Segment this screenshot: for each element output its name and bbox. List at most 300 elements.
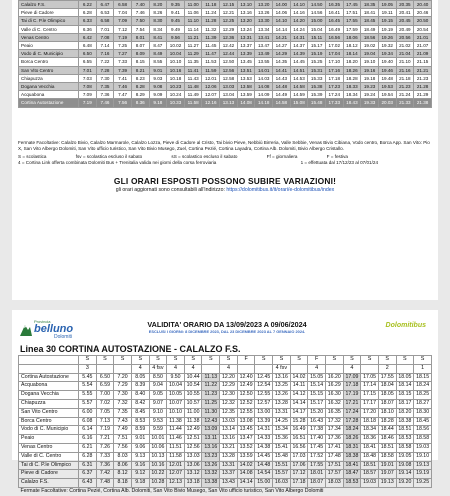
time-cell: 13.59 [237,91,255,99]
upper-notes [18,140,432,166]
time-cell: 14.14 [290,399,308,408]
time-cell: 18.28 [378,417,396,426]
time-cell: 13.53 [237,74,255,82]
time-cell: 17.40 [308,435,326,444]
time-cell: 16.49 [290,426,308,435]
stop-name: Vodo di C. Municipio [19,426,79,435]
time-cell: 7.54 [131,25,149,33]
time-cell: 13.39 [237,50,255,58]
header-days-row [19,356,432,365]
time-cell: 11.13 [202,373,220,382]
time-cell: 18.20 [396,408,414,417]
stop-name: Peaio [19,435,79,444]
time-cell: 13.26 [255,9,273,17]
day-type-cell: S [220,356,238,365]
time-cell: 19.08 [396,461,414,470]
time-cell: 7.16 [96,50,114,58]
time-cell: 15.17 [308,42,326,50]
variation-warning: GLI ORARI ESPOSTI POSSONO SUBIRE VARIAZIONI! [113,176,337,186]
time-cell: 19.20 [396,479,414,488]
time-cell: 9.59 [149,426,167,435]
time-cell: 18.38 [343,452,361,461]
time-cell: 18.04 [378,382,396,391]
logo-brand-text: belluno [34,323,74,335]
time-cell: 7.32 [114,399,132,408]
time-cell: 7.19 [96,426,114,435]
time-cell: 10.28 [149,479,167,488]
time-cell: 18.20 [343,58,361,66]
time-cell: 14.48 [255,461,273,470]
time-cell: 12.49 [184,426,202,435]
table-row [19,25,432,33]
time-cell: 13.30 [255,17,273,25]
time-cell: 14.58 [290,83,308,91]
time-cell: 8.53 [131,417,149,426]
legend-item: F = festiva [326,153,348,159]
time-cell: 11.29 [184,50,202,58]
time-cell: 11.00 [184,1,202,9]
time-cell: 14.33 [255,435,273,444]
time-cell: 14.53 [290,74,308,82]
time-cell: 8.07 [131,42,149,50]
time-cell: 18.14 [343,50,361,58]
time-cell: 12.43 [202,417,220,426]
time-cell: 6.43 [79,479,97,488]
time-cell: 17.24 [325,91,343,99]
time-cell: 12.54 [255,382,273,391]
time-cell: 13.45 [237,58,255,66]
time-cell: 11.39 [202,33,220,41]
upper-timetable-grid [18,0,432,108]
time-cell: 9.41 [167,9,185,17]
time-cell: 8.47 [149,42,167,50]
lower-timetable [18,355,432,496]
time-cell: 15.25 [308,58,326,66]
table-row [19,452,432,461]
time-cell: 11.46 [167,435,185,444]
time-cell: 14.17 [290,408,308,417]
day-type-cell: S [343,356,361,365]
time-cell: 13.08 [237,417,255,426]
operator-logo: Dolomitibus [385,322,426,329]
time-cell: 14.50 [308,1,326,9]
time-cell: 13.10 [237,1,255,9]
day-type-cell: S [114,356,132,365]
time-cell: 21.29 [414,91,432,99]
time-cell: 11.23 [202,391,220,400]
time-cell: 11.24 [202,9,220,17]
time-cell: 14.41 [273,66,291,74]
lower-timetable-grid [18,355,432,496]
time-cell: 12.29 [220,25,238,33]
time-cell: 11.10 [184,17,202,25]
time-cell: 15.15 [308,391,326,400]
time-cell: 17.19 [343,391,361,400]
time-cell: 13.16 [273,373,291,382]
time-cell: 14.02 [237,461,255,470]
time-cell: 6.37 [79,470,97,479]
time-cell: 19.32 [378,42,396,50]
table-row [19,58,432,66]
time-cell: 14.14 [237,479,255,488]
time-cell: 18.47 [343,470,361,479]
time-cell: 12.40 [237,373,255,382]
time-cell: 17.38 [308,426,326,435]
day-type-cell: S [202,356,220,365]
table-row [19,66,432,74]
note-code-cell: 4 [131,364,149,373]
time-cell: 13.03 [184,452,202,461]
header-blank [19,364,79,373]
time-cell: 7.46 [131,9,149,17]
time-cell: 17.04 [325,50,343,58]
time-cell: 15.39 [308,91,326,99]
legend-item: sS = scolastico escluso il sabato [171,153,238,159]
time-cell: 20.46 [414,9,432,17]
time-cell: 18.01 [308,470,326,479]
time-cell: 8.30 [149,17,167,25]
time-cell: 19.03 [361,479,379,488]
time-cell: 17.48 [325,452,343,461]
time-cell: 17.33 [325,99,343,107]
time-cell: 9.10 [149,408,167,417]
stop-name: Tai di C. P.le Olimpico [19,461,79,470]
time-cell: 21.04 [396,50,414,58]
time-cell: 17.18 [325,74,343,82]
time-cell: 14.25 [273,417,291,426]
time-cell: 6.59 [96,382,114,391]
time-cell: 7.36 [96,461,114,470]
time-cell: 18.35 [361,1,379,9]
time-cell: 19.46 [378,66,396,74]
time-cell: 15.17 [308,399,326,408]
time-cell: 11.45 [202,42,220,50]
logo-small-text: Provincia [34,319,51,324]
time-cell: 17.45 [343,1,361,9]
time-cell: 19.40 [378,58,396,66]
time-cell: 11.48 [184,83,202,91]
note-code-cell [361,364,379,373]
time-cell: 16.20 [325,373,343,382]
time-cell: 17.06 [290,461,308,470]
stop-name: San Vito Centro [19,66,79,74]
note-code-cell: 2 [378,364,396,373]
time-cell: 13.58 [237,83,255,91]
time-cell: 14.48 [273,83,291,91]
day-type-cell: S [96,356,114,365]
time-cell: 12.50 [237,391,255,400]
time-cell: 7.33 [114,58,132,66]
time-cell: 19.05 [396,452,414,461]
day-type-cell: S [378,356,396,365]
upper-timetable [18,0,432,108]
time-cell: 13.16 [220,435,238,444]
time-cell: 17.32 [325,417,343,426]
time-cell: 14.54 [255,470,273,479]
time-cell: 8.18 [114,479,132,488]
time-cell: 13.00 [255,408,273,417]
time-cell: 17.34 [325,426,343,435]
mountain-logo-icon [20,322,32,336]
time-cell: 7.12 [114,25,132,33]
legend-item: 4 = Cortina Link offerta combinata Dolomiti Bus + Trenitalia valida nei giorni della corsa ferroviaria [18,160,217,166]
time-cell: 15.00 [308,17,326,25]
time-cell: 13.13 [220,99,238,107]
table-row [19,382,432,391]
time-cell: 17.52 [308,452,326,461]
time-cell: 21.15 [414,58,432,66]
stop-name: Calalzo F.S. [19,1,79,9]
time-cell: 18.56 [361,33,379,41]
time-cell: 8.12 [114,470,132,479]
time-cell: 13.16 [202,443,220,452]
time-cell: 13.45 [237,426,255,435]
time-cell: 11.22 [202,382,220,391]
time-cell: 14.09 [255,91,273,99]
time-cell: 12.07 [202,91,220,99]
optional-stops-note: Fermate Facoltative: Calalzo Bivio, Calalzo Marmarole, Calalzo Lozza, Pieve di Cadore al Cristo, Tai bivio Pieve, Nebbiù Birreria, Valle Sebbie, Venas Bivio Cibiana, Vodo centro, Borca App. San Vito: Pio X, San Vito Albergo Dolomiti, San Vito ufficio turistico, San Vito Bivio Musego, Zuel, Cortina Pezié, Cortina Layadra, Cortina Alb. Dolomiti, Bivio Albergo Cristallo. [18,140,430,152]
time-cell: 14.51 [290,66,308,74]
stop-name: Vodo di C. Municipio [19,50,79,58]
time-cell: 7.08 [79,83,97,91]
time-cell: 9.35 [167,1,185,9]
time-cell: 19.33 [361,99,379,107]
time-cell: 21.01 [414,33,432,41]
note-code-cell [237,364,255,373]
time-cell: 6.55 [79,58,97,66]
time-cell: 18.26 [343,66,361,74]
time-cell: 12.06 [202,83,220,91]
time-cell: 7.36 [96,91,114,99]
note-code-cell: 4 fsv [273,364,291,373]
time-cell: 10.23 [167,83,185,91]
time-cell: 14.58 [273,99,291,107]
table-row [19,479,432,488]
time-cell: 6.58 [114,1,132,9]
time-cell: 21.38 [414,99,432,107]
time-cell: 21.23 [396,83,414,91]
time-cell: 11.35 [184,58,202,66]
time-cell: 13.34 [255,25,273,33]
time-cell: 6.58 [96,17,114,25]
stop-name: Cortina Autostazione [19,373,79,382]
time-cell: 15.05 [308,373,326,382]
header-notes-row [19,364,432,373]
time-cell: 8.41 [149,33,167,41]
update-link[interactable]: https://dolomitibus.it/it/orari/e-dolomitibus/index [226,187,335,193]
time-cell: 14.31 [290,33,308,41]
time-cell: 7.21 [96,435,114,444]
time-cell: 7.28 [96,66,114,74]
time-cell: 7.04 [114,9,132,17]
table-row [19,443,432,452]
time-cell: 10.16 [149,461,167,470]
time-cell: 19.05 [378,1,396,9]
day-type-cell: S [184,356,202,365]
time-cell: 11.21 [184,33,202,41]
time-cell: 21.09 [414,50,432,58]
table-row [19,50,432,58]
time-cell: 13.06 [184,461,202,470]
time-cell: 8.15 [131,58,149,66]
time-cell: 6.42 [79,33,97,41]
table-row [19,417,432,426]
time-cell: 6.50 [79,50,97,58]
legend-item: Ff = giornaliera [266,153,298,159]
time-cell: 7.20 [114,373,132,382]
time-cell: 7.30 [114,391,132,400]
time-cell: 6.21 [79,443,97,452]
time-cell: 7.50 [131,17,149,25]
time-cell: 15.33 [308,74,326,82]
table-row [19,17,432,25]
time-cell: 15.31 [308,66,326,74]
time-cell: 15.34 [273,426,291,435]
time-cell: 7.14 [96,42,114,50]
time-cell: 20.35 [396,1,414,9]
legend-secondary [18,160,378,166]
stop-name: Chiapuzza [19,74,79,82]
time-cell: 13.24 [237,25,255,33]
time-cell: 7.33 [96,452,114,461]
time-cell: 18.34 [361,426,379,435]
time-cell: 6.28 [79,9,97,17]
time-cell: 10.04 [167,50,185,58]
table-row [19,83,432,91]
time-cell: 19.01 [378,461,396,470]
stop-name: Cortina Autostazione [19,99,79,107]
time-cell: 9.12 [131,470,149,479]
time-cell: 13.47 [237,435,255,444]
time-cell: 12.52 [237,399,255,408]
line-title: Linea 30 CORTINA AUTOSTAZIONE - CALALZO F.S. [20,344,241,354]
time-cell: 8.23 [131,74,149,82]
time-cell: 19.07 [378,470,396,479]
time-cell: 8.06 [114,461,132,470]
time-cell: 12.16 [202,99,220,107]
time-cell: 14.03 [255,74,273,82]
time-cell: 6.14 [79,426,97,435]
time-cell: 7.03 [79,74,97,82]
time-cell: 13.31 [237,33,255,41]
time-cell: 18.18 [361,417,379,426]
time-cell: 14.08 [237,99,255,107]
time-cell: 10.16 [167,66,185,74]
time-cell: 12.57 [255,399,273,408]
time-cell: 18.24 [343,426,361,435]
time-cell: 7.25 [114,42,132,50]
time-cell: 20.49 [396,25,414,33]
lower-notes-row [19,487,432,495]
time-cell: 14.08 [237,470,255,479]
time-cell: 21.18 [396,74,414,82]
time-cell: 17.36 [325,435,343,444]
time-cell: 16.51 [290,435,308,444]
time-cell: 14.10 [273,17,291,25]
legend-item: fsv = scolastica escluso il sabato [75,153,143,159]
province-logo [20,318,76,340]
time-cell: 7.40 [131,1,149,9]
time-cell: 12.01 [167,461,185,470]
time-cell: 7.51 [114,435,132,444]
time-cell: 18.27 [414,399,432,408]
time-cell: 8.28 [131,83,149,91]
time-cell: 11.28 [202,17,220,25]
time-cell: 5.55 [79,391,97,400]
time-cell: 18.24 [414,382,432,391]
time-cell: 12.55 [255,391,273,400]
time-cell: 12.58 [220,74,238,82]
time-cell: 17.51 [325,461,343,470]
time-cell: 16.03 [273,479,291,488]
time-cell: 14.20 [290,17,308,25]
time-cell: 15.00 [255,479,273,488]
time-cell: 16.49 [325,25,343,33]
time-cell: 20.50 [414,17,432,25]
time-cell: 13.20 [255,1,273,9]
timetable-sheet-lower [12,310,438,494]
time-cell: 14.43 [273,74,291,82]
time-cell: 17.21 [343,399,361,408]
time-cell: 10.22 [149,470,167,479]
time-cell: 9.16 [131,461,149,470]
time-cell: 16.56 [290,443,308,452]
time-cell: 9.09 [149,91,167,99]
time-cell: 6.22 [79,1,97,9]
day-type-cell: S [149,356,167,365]
time-cell: 19.54 [378,91,396,99]
time-cell: 12.07 [167,470,185,479]
time-cell: 13.39 [255,417,273,426]
time-cell: 11.06 [184,9,202,17]
day-type-cell: S [325,356,343,365]
time-cell: 19.02 [361,42,379,50]
time-cell: 13.12 [184,470,202,479]
time-cell: 7.46 [96,99,114,107]
time-cell: 19.19 [414,470,432,479]
time-cell: 10.05 [167,391,185,400]
time-cell: 7.30 [96,74,114,82]
time-cell: 14.31 [255,426,273,435]
time-cell: 13.52 [237,443,255,452]
time-cell: 18.43 [343,99,361,107]
time-cell: 11.30 [202,408,220,417]
table-row [19,99,432,107]
time-cell: 17.09 [343,373,361,382]
time-cell: 14.16 [290,9,308,17]
time-cell: 13.20 [237,17,255,25]
time-cell: 19.23 [361,83,379,91]
stop-name: Acquabona [19,91,79,99]
time-cell: 6.16 [79,435,97,444]
time-cell: 7.09 [114,17,132,25]
time-cell: 17.20 [361,408,379,417]
time-cell: 10.33 [167,99,185,107]
time-cell: 20.03 [378,99,396,107]
time-cell: 14.06 [273,9,291,17]
time-cell: 10.24 [167,91,185,99]
time-cell: 19.48 [378,74,396,82]
time-cell: 19.03 [414,443,432,452]
time-cell: 15.41 [273,443,291,452]
time-cell: 16.43 [308,417,326,426]
time-cell: 12.21 [220,9,238,17]
time-cell: 18.28 [343,74,361,82]
stop-name: Borca Centro [19,417,79,426]
time-cell: 9.18 [131,479,149,488]
time-cell: 10.07 [167,399,185,408]
time-cell: 5.54 [79,382,97,391]
